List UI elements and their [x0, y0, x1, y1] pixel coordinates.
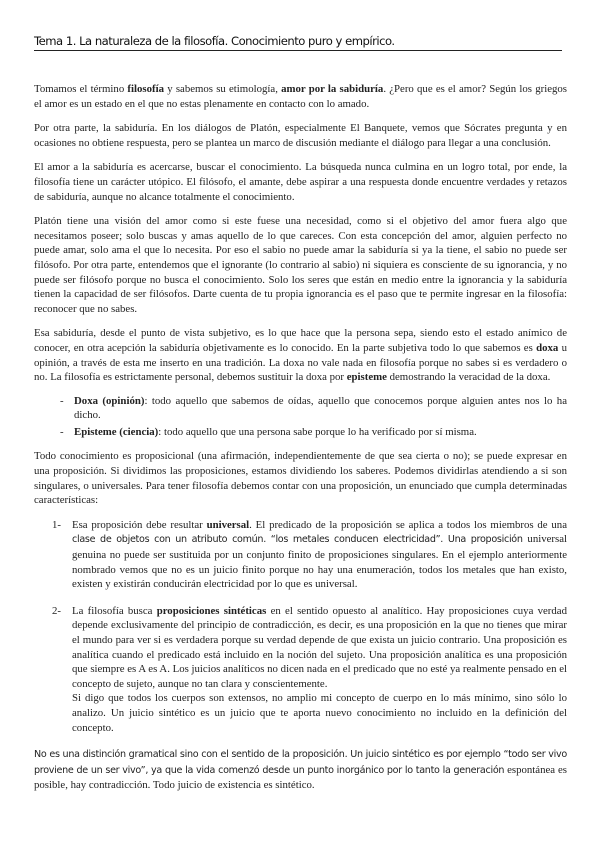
definitions-list [34, 394, 567, 440]
bold-term-filosofia: filosofía [127, 83, 165, 95]
list-number: 1- [52, 518, 61, 531]
definition-term: Episteme (ciencia) [74, 425, 159, 438]
text-run: Si digo que todos los cuerpos son extensos, no amplio mi concepto de cuerpo en lo más mínimo, sino sólo lo analizo. Un juicio sintético es un juicio que te aporta nuevo conocimiento no incluido en la definición del concepto. [72, 692, 567, 734]
paragraph-note [34, 747, 567, 793]
paragraph-platon: Platón tiene una visión del amor como si este fuese una necesidad, como si el objetivo del amor fuera algo que necesitamos poseer; solo buscas y amas aquello de lo que careces. Con esta concepción del amor, alguien perfecto no puede amar, solo ama el que lo necesita. Por eso el sabio no puede amar la sabiduría si ya la tiene, el sabio no puede ser filósofo. Por otra parte, entendemos que el ignorante (lo contrario al sabio) ni siquiera es consciente de su ignorancia, y no puede ser filósofo porque no busca el conocimiento. Solo los seres que están en medio entre la ignorancia y la sabiduría tienen la capacidad de ser filósofos. Darte cuenta de tu propia ignorancia es el paso que te permite ingresar en la filosofía: reconocer que no sabes. [34, 215, 567, 315]
bold-term-doxa: doxa [536, 341, 559, 354]
text-run: universal genuina no puede ser sustituida por un conjunto finito de proposiciones singulares. En el ejemplo anteriormente nombrado vemos que no es un juicio finito porque no hay una enumeración, todos los metales que han existo, existen y existirán conducirán electricidad por lo que es universal. [72, 533, 568, 591]
paragraph-doxa [34, 326, 567, 384]
list-item [60, 425, 567, 440]
document-body [34, 82, 567, 803]
bold-term-sinteticas: proposiciones sintéticas [156, 604, 267, 617]
text-run: u opinión, a través de esta me inserto en una tradición. La doxa no vale nada en filosofía porque no sabes si es verdadero o no. La filosofía es estrictamente personal, debemos sustituir la doxa por [34, 341, 567, 384]
bold-term-episteme: episteme [346, 371, 387, 384]
paragraph-proposicional: Todo conocimiento es proposicional (una afirmación, independientemente de que sea cierta o no); se puede expresar en una proposición. Si dividimos las proposiciones, estamos dividiendo los saberes. Podemos dividirlas atendiendo a si son singulares, o universales. Para tener filosofía debemos contar con una proposición, un enunciado que cumpla determinadas características: [34, 450, 567, 507]
text-run: Tomamos el término [34, 83, 128, 95]
text-run: . ¿Pero que es el amor? Según los griegos el amor es un estado en el que no estas plenamente en contacto con lo amado. [34, 83, 567, 110]
handwritten-style-text: No es una distinción gramatical sino con el sentido de la proposición. Un juicio sintético es por ejemplo “todo ser vivo proviene de un ser vivo”, ya que la vida comenzó desde un punto inorgánico por lo tanto la generación [34, 749, 567, 776]
text-run: Esa proposición debe resultar [72, 518, 207, 531]
text-run: espontánea es posible, hay contradicción. Todo juicio de existencia es sintético. [34, 763, 567, 792]
text-run: Esa sabiduría, desde el punto de vista subjetivo, es lo que hace que la persona sepa, siendo esto el estado anímico de conocer, en otra acepción la sabiduría objetivamente es lo conocido. En la parte subjetiva todo lo que sabemos es [34, 327, 567, 354]
text-run: en el sentido opuesto al analítico. Hay proposiciones cuya verdad depende exclusivamente del principio de contradicción, es decir, es una proposición en la que no tienes que mirar el mundo para ver si es verdadera porque su verdad depende de que exista un juicio contrario. Una proposición es analítica cuando el predicado está incluido en la noción del sujeto. Una proposición analítica es una proposición que siempre es A es A. Los juicios analíticos no dicen nada en el predicado que no esté ya realmente pensado en el concepto de sujeto, aunque no tan clara y conscientemente. [72, 604, 567, 690]
text-run: La filosofía busca [72, 604, 157, 617]
bold-term-amor-sabiduria: amor por la sabiduría [281, 83, 384, 95]
text-run: y sabemos su etimología, [164, 83, 282, 95]
text-run: demostrando la veracidad de la doxa. [386, 371, 551, 384]
definition-text: : todo aquello que sabemos de oídas, aquello que conocemos porque alguien antes nos lo ha dicho. [74, 394, 567, 422]
list-item [60, 394, 567, 423]
paragraph-amor-sabiduria: El amor a la sabiduría es acercarse, buscar el conocimiento. La búsqueda nunca culmina en un logro total, por ende, la filosofía tiene un carácter utópico. El filósofo, el amante, debe aspirar a una respuesta donde encuentre verdades y retazos de sabiduría, aunque no alcance totalmente el conocimiento. [34, 161, 567, 203]
list-item [52, 518, 568, 592]
definition-text: : todo aquello que una persona sabe porque lo ha verificado por sí misma. [158, 425, 477, 438]
list-number: 2- [52, 604, 61, 617]
definition-term: Doxa (opinión) [74, 394, 145, 407]
characteristics-list [34, 518, 567, 735]
handwritten-style-text: clase de objetos con un atributo común. “los metales conducen electricidad”. Una proposición [72, 534, 523, 546]
bold-term-universal: universal [206, 518, 250, 531]
paragraph-sabiduria: Por otra parte, la sabiduría. En los diálogos de Platón, especialmente El Banquete, vemos que Sócrates pregunta y en ocasiones no obtiene respuesta, pero se plantea un marco de discusión mediante el diálogo para llegar a una conclusión. [34, 122, 567, 149]
text-run: . El predicado de la proposición se aplica a todos los miembros de una [249, 518, 567, 531]
list-item [52, 604, 567, 735]
document-title: Tema 1. La naturaleza de la filosofía. Conocimiento puro y empírico. [34, 34, 562, 51]
paragraph-intro [34, 82, 567, 111]
